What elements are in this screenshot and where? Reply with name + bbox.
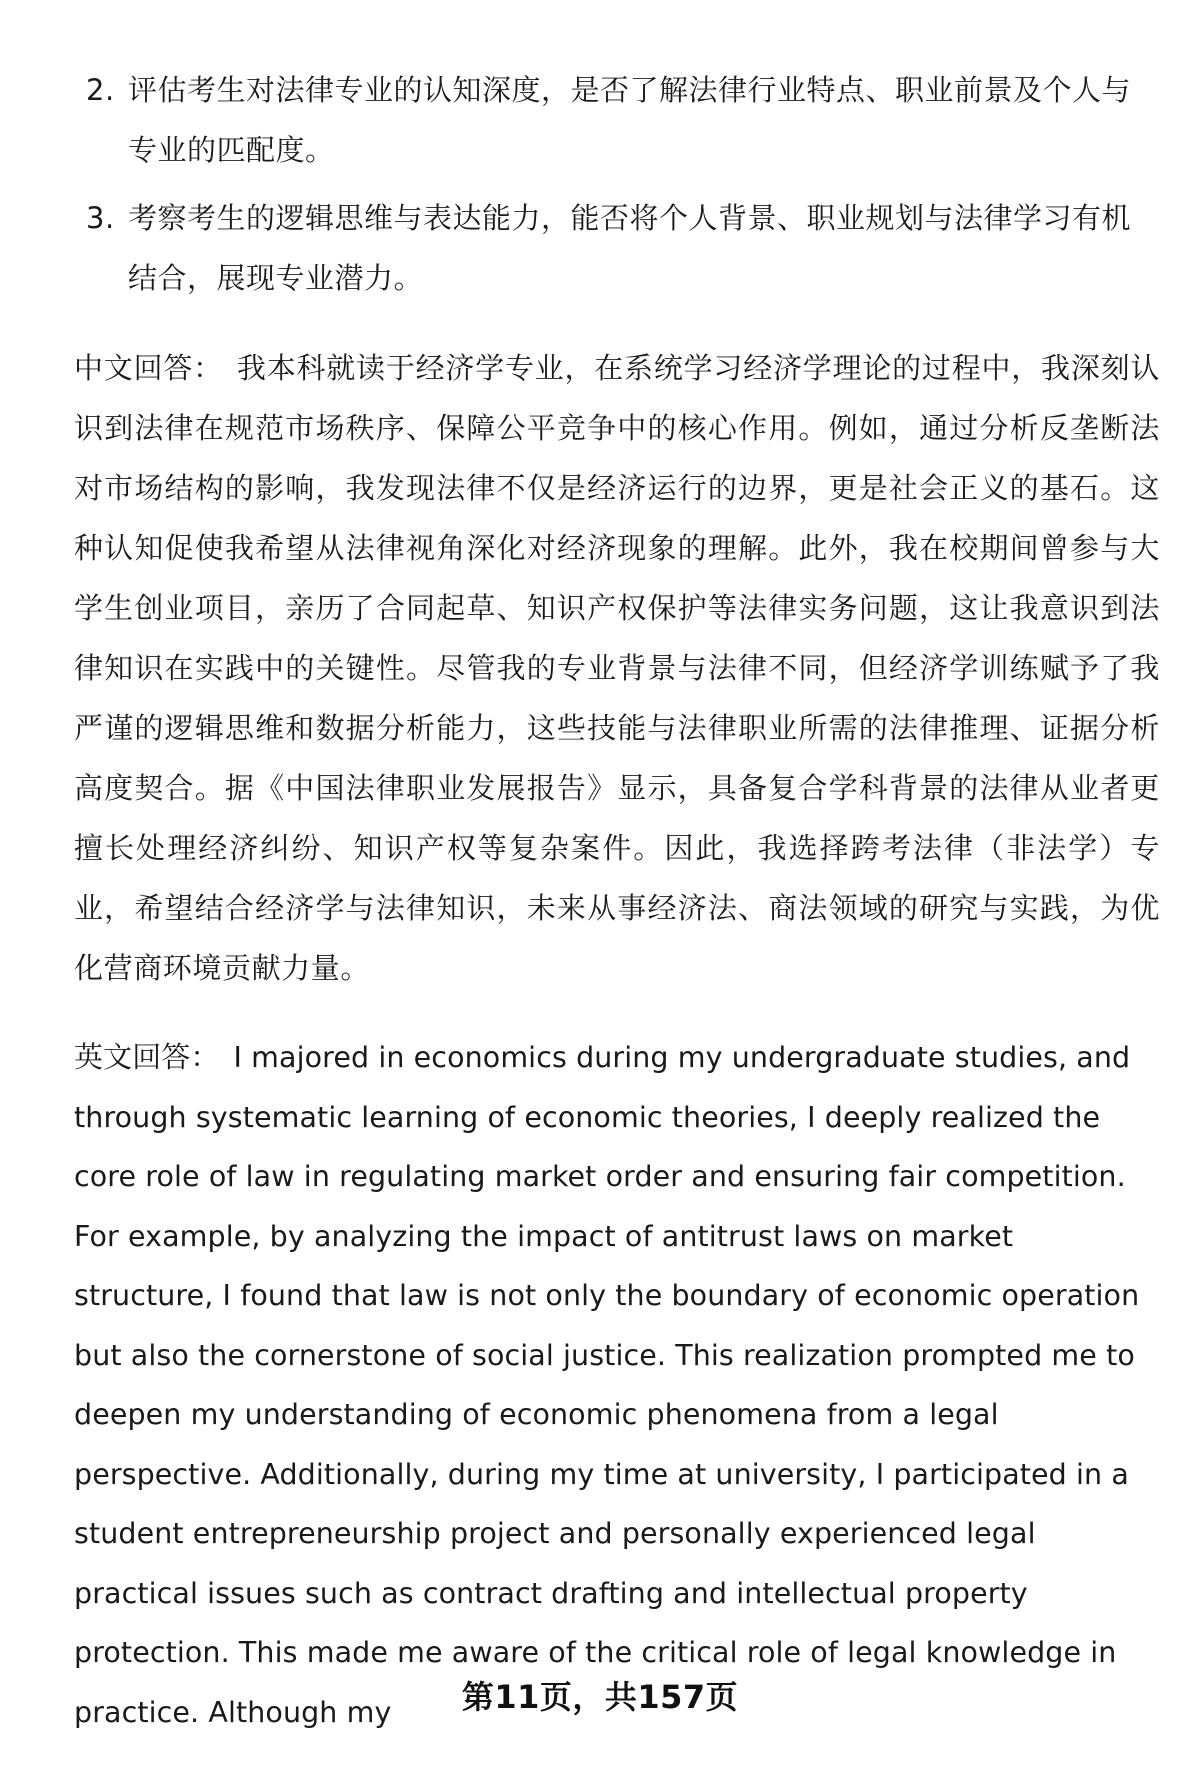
list-item — [74, 60, 1160, 180]
list-item — [74, 188, 1160, 308]
document-page — [74, 60, 1160, 1771]
chinese-answer-paragraph — [74, 338, 1160, 998]
list-item-text: 评估考生对法律专业的认知深度，是否了解法律行业特点、职业前景及个人与专业的匹配度。 — [128, 73, 1132, 167]
english-answer-text: I majored in economics during my undergraduate studies, and through systematic learning of economic theories, I deeply realized the core role of law in regulating market order and ensuring fair competition. For example, by analyzing the impact of antitrust laws on market structure, I found that law is not only the boundary of economic operation but also the cornerstone of social justice. This realization prompted me to deepen my understanding of economic phenomena from a legal perspective. Additionally, during my time at university, I participated in a student entrepreneurship project and personally experienced legal practical issues such as contract drafting and intellectual property protection. This made me aware of the critical role of legal knowledge in practice. Although my — [74, 1041, 1140, 1729]
chinese-answer-text: 我本科就读于经济学专业，在系统学习经济学理论的过程中，我深刻认识到法律在规范市场秩序、保障公平竞争中的核心作用。例如，通过分析反垄断法对市场结构的影响，我发现法律不仅是经济运行的边界，更是社会正义的基石。这种认知促使我希望从法律视角深化对经济现象的理解。此外，我在校期间曾参与大学生创业项目，亲历了合同起草、知识产权保护等法律实务问题，这让我意识到法律知识在实践中的关键性。尽管我的专业背景与法律不同，但经济学训练赋予了我严谨的逻辑思维和数据分析能力，这些技能与法律职业所需的法律推理、证据分析高度契合。据《中国法律职业发展报告》显示，具备复合学科背景的法律从业者更擅长处理经济纠纷、知识产权等复杂案件。因此，我选择跨考法律（非法学）专业，希望结合经济学与法律知识，未来从事经济法、商法领域的研究与实践，为优化营商环境贡献力量。 — [74, 351, 1160, 985]
english-answer-paragraph — [74, 1028, 1160, 1742]
list-item-number: 3. — [86, 201, 115, 235]
list-item-number: 2. — [86, 73, 115, 107]
criteria-list — [74, 60, 1160, 308]
list-item-text: 考察考生的逻辑思维与表达能力，能否将个人背景、职业规划与法律学习有机结合，展现专业潜力。 — [128, 201, 1132, 295]
english-answer-label: 英文回答： — [74, 1040, 220, 1074]
page-number-footer: 第11页，共157页 — [461, 1678, 739, 1716]
chinese-answer-label: 中文回答： — [74, 351, 223, 385]
